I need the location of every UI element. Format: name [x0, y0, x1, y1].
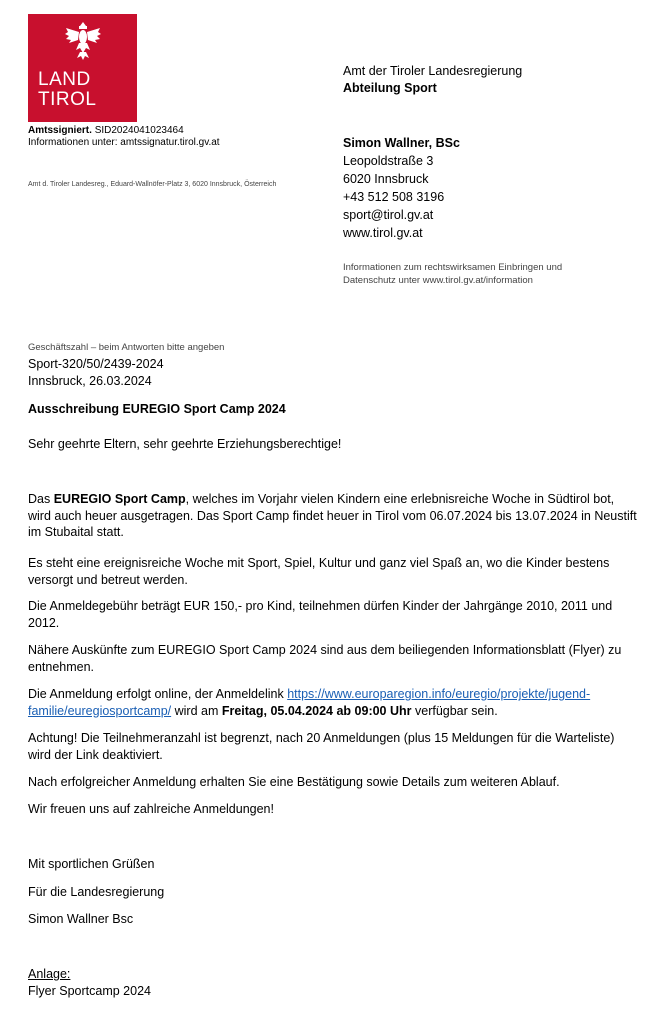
paragraph-closing-wish: Wir freuen uns auf zahlreiche Anmeldungen! [28, 802, 274, 816]
logo-text [38, 70, 96, 110]
official-signature-block [28, 125, 220, 149]
salutation: Sehr geehrte Eltern, sehr geehrte Erziehungsberechtige! [28, 437, 342, 451]
reference-number: Sport-320/50/2439-2024 [28, 357, 164, 371]
subject-line: Ausschreibung EUREGIO Sport Camp 2024 [28, 402, 286, 416]
legal-info-line1: Informationen zum rechtswirksamen Einbringen und [343, 262, 563, 273]
department-name: Abteilung Sport [343, 81, 437, 95]
closing-greeting: Mit sportlichen Grüßen [28, 857, 155, 871]
land-tirol-logo [28, 14, 137, 122]
contact-city: 6020 Innsbruck [343, 172, 429, 186]
attachment-block [28, 966, 151, 1000]
logo-line-land: LAND [38, 69, 91, 90]
paragraph-info: Nähere Auskünfte zum EUREGIO Sport Camp 2024 sind aus dem beiliegenden Informationsblatt (Flyer) zu entnehmen. [28, 643, 622, 674]
registration-link[interactable]: https://www.europaregion.info/euregio/projekte/jugend-familie/euregiosportcamp/ [28, 687, 591, 718]
place-date: Innsbruck, 26.03.2024 [28, 374, 152, 388]
paragraph-week: Es steht eine ereignisreiche Woche mit Sport, Spiel, Kultur und ganz viel Spaß an, wo die Kinder bestens versorgt und betreut werden. [28, 556, 610, 587]
logo-line-tirol: TIROL [38, 89, 97, 110]
contact-block [343, 134, 460, 242]
tyrolean-eagle-icon [64, 20, 102, 64]
signature-info: Informationen unter: amtssignatur.tirol.gv.at [28, 137, 220, 148]
paragraph-confirmation: Nach erfolgreicher Anmeldung erhalten Sie eine Bestätigung sowie Details zum weiteren Ablauf. [28, 775, 560, 789]
office-name: Amt der Tiroler Landesregierung [343, 64, 523, 78]
paragraph-limit: Achtung! Die Teilnehmeranzahl ist begrenzt, nach 20 Anmeldungen (plus 15 Meldungen für die Warteliste) wird der Link deaktiviert. [28, 731, 615, 762]
reference-block [28, 356, 164, 390]
legal-info [343, 261, 562, 287]
contact-phone: +43 512 508 3196 [343, 190, 445, 204]
attachment-label: Anlage: [28, 967, 71, 981]
p1-pre: Das [28, 492, 54, 506]
paragraph-intro [28, 491, 638, 541]
contact-name: Simon Wallner, BSc [343, 136, 460, 150]
attachment-item: Flyer Sportcamp 2024 [28, 984, 151, 998]
contact-web: www.tirol.gv.at [343, 226, 423, 240]
paragraph-registration [28, 686, 638, 719]
p1-post: , welches im Vorjahr vielen Kindern eine erlebnisreiche Woche in Südtirol bot, wird auch heuer ausgetragen. Das Sport Camp findet heuer in Tirol vom 06.07.2024 bis 13.07.2024 in Neustift im Stubaital statt. [28, 492, 637, 539]
p5-post: verfügbar sein. [411, 703, 498, 718]
p5-pre: Die Anmeldung erfolgt online, der Anmeldelink [28, 687, 288, 701]
office-block [343, 63, 522, 97]
closing-for: Für die Landesregierung [28, 885, 165, 899]
closing-name: Simon Wallner Bsc [28, 912, 134, 926]
registration-date: Freitag, 05.04.2024 ab 09:00 Uhr [221, 703, 412, 718]
legal-info-line2: Datenschutz unter www.tirol.gv.at/information [343, 275, 533, 286]
contact-email: sport@tirol.gv.at [343, 208, 434, 222]
signature-id: SID2024041023464 [94, 125, 184, 136]
signature-label: Amtssigniert. [28, 125, 92, 136]
p5-mid: wird am [171, 703, 222, 718]
paragraph-fee: Die Anmeldegebühr beträgt EUR 150,- pro Kind, teilnehmen dürfen Kinder der Jahrgänge 2010, 2011 und 2012. [28, 599, 613, 630]
p1-bold: EUREGIO Sport Camp [53, 492, 186, 506]
contact-street: Leopoldstraße 3 [343, 154, 434, 168]
sender-address-line: Amt d. Tiroler Landesreg., Eduard-Wallnöfer-Platz 3, 6020 Innsbruck, Österreich [28, 181, 277, 188]
reference-label: Geschäftszahl – beim Antworten bitte angeben [28, 342, 225, 353]
